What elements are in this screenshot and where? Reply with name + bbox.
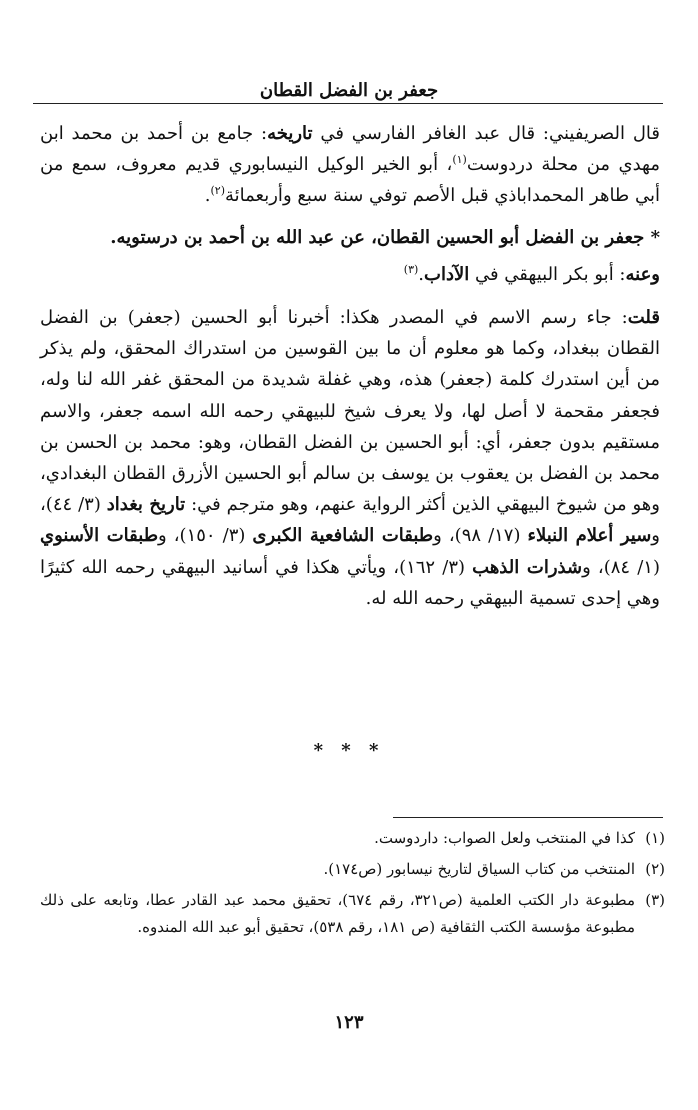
footnote-number: (١) [645,829,665,847]
paragraph-saryafini: قال الصريفيني: قال عبد الغافر الفارسي في تاريخه: جامع بن أحمد بن محمد ابن مهدي من محلة دردوست$^{(١)}$، أبو الخير الوكيل النيسابوري قديم معروف، سمع من أبي طاهر المحمداباذي قبل الأصم توفي سنة سبع وأربعمائة$^{(٢)}$. [40,123,660,207]
paragraph-commentary: قلت: جاء رسم الاسم في المصدر هكذا: أخبرنا أبو الحسين (جعفر) بن الفضل القطان ببغداد، وكما هو معلوم أن ما بين القوسين من استدراك المحقق، ولم يذكر من أين استدرك كلمة (جعفر) هذه، وهي غفلة شديدة من المحقق غفر الله لنا وله، فجعفر مقحمة لا أصل لها، ولا يعرف شيخ للبيهقي رحمه الله اسمه جعفر، والاسم مستقيم بدون جعفر، أي: أبو الحسين بن الفضل القطان، وهو: محمد بن الحسن بن محمد بن الفضل بن يعقوب بن يوسف بن سالم أبو الحسين الأزرق القطان البغدادي، وهو من شيوخ البيهقي الذين أكثر الرواية عنهم، وهو مترجم في: تاريخ بغداد (٣/ ٤٤)، وسير أعلام النبلاء (١٧/ ٩٨)، وطبقات الشافعية الكبرى (٣/ ١٥٠)، وطبقات الأسنوي (١/ ٨٤)، وشذرات الذهب (٣/ ١٦٢)، ويأتي هكذا في أسانيد البيهقي رحمه الله كثيرًا وهي إحدى تسمية البيهقي رحمه الله له. [40,307,660,609]
footnote-1 [40,825,665,852]
section-separator: * * * [313,740,385,761]
footnote-text: كذا في المنتخب ولعل الصواب: داردوست. [374,829,635,847]
main-text [40,118,660,614]
ref-shadharat: شذرات الذهب [472,556,583,578]
footnote-number: (٣) [645,891,665,909]
entry-heading: * جعفر بن الفضل أبو الحسين القطان، عن عبد الله بن أحمد بن درستويه. [110,226,660,248]
book-title-adab: الآداب [424,263,470,285]
footnote-text: مطبوعة دار الكتب العلمية (ص٣٢١، رقم ٦٧٤)، تحقيق محمد عبد القادر عطا، وتابعه على ذلك مطبوعة مؤسسة الكتب الثقافية (ص ١٨١، رقم ٥٣٨)، تحقيق أبو عبد الله المندوه. [40,891,636,936]
footnote-3 [40,887,665,941]
footnote-number: (٢) [645,860,665,878]
footnote-ref-3[interactable]: (٣) [403,262,419,276]
header-rule [33,103,663,104]
ref-siyar: سير أعلام النبلاء [527,525,652,547]
footnote-2 [40,856,665,883]
ref-tabaqat-shafiiya: طبقات الشافعية الكبرى [252,525,434,547]
footnote-text: المنتخب من كتاب السياق لتاريخ نيسابور (ص١٧٤). [323,860,635,878]
running-header [0,0,698,106]
footnote-ref-2[interactable]: (٢) [210,184,225,198]
header-title: جعفر بن الفضل القطان [259,80,439,101]
ref-tarikh-baghdad: تاريخ بغداد [106,494,186,516]
footnote-ref-1[interactable]: (١) [452,153,467,167]
footnotes [40,825,665,945]
footnote-rule [393,817,663,818]
book-title-tarikh: تاريخه [267,123,313,144]
ref-tabaqat-isnawi: طبقات الأسنوي [40,525,159,547]
paragraph-students: وعنه: أبو بكر البيهقي في الآداب.$^{(٣)}$ [403,262,660,285]
page-number: ١٢٣ [334,1012,364,1033]
